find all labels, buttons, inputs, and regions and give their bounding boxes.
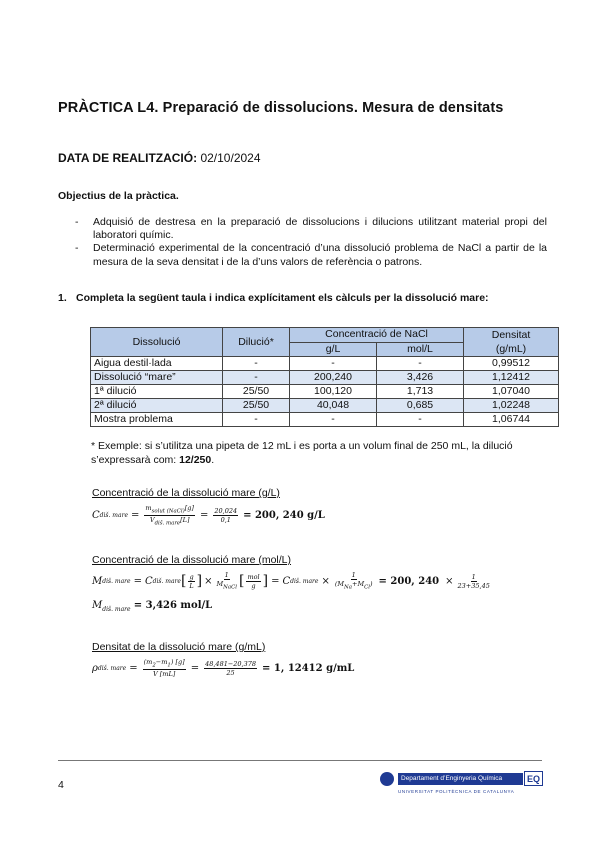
mol-f2-mid: +M	[352, 580, 365, 588]
list-item	[75, 242, 547, 268]
header-densitat-label: Densitat	[491, 329, 531, 341]
header-gl: g/L	[290, 342, 377, 357]
mol-f2-sub1: Na	[344, 584, 353, 591]
cell-gl: 100,120	[290, 385, 377, 399]
gl-num-unit: [g]	[184, 504, 194, 512]
cell-dilucio: -	[223, 371, 290, 385]
calc-mol-formula: M diš. mare = C diš. mare [ $\frac{g}{L}$ ] × $\frac{1}{M_{NaCl}}$ [ $\frac{\text{mol}}{g}$ ] = C diš. mare × $\frac{1}{(M_{Na}+M_{Cl})}$ = 200, 240 × $\frac{1}{23+35,45}$	[92, 571, 490, 591]
university-name: UNIVERSITAT POLITÈCNICA DE CATALUNYA	[398, 789, 515, 794]
mol-f2-end: )	[370, 580, 373, 588]
table-row	[91, 413, 559, 427]
calc-mol-result	[92, 600, 212, 613]
calc-dens-formula: ρ diš. mare = $\frac{(m_2-m_1) [g]}{V [mL]}$ = $\frac{48,481-20,378}{25}$ = 1, 12412 g/mL	[92, 658, 355, 679]
mol-c: C	[144, 575, 153, 587]
calc-dens-heading: Densitat de la dissolució mare (g/mL)	[92, 641, 266, 653]
mol-value: = 200, 240	[378, 575, 440, 587]
header-dilucio: Dilució*	[223, 328, 290, 357]
cell-dilucio: -	[223, 413, 290, 427]
cell-moll: -	[377, 413, 464, 427]
cell-densitat: 1,02248	[464, 399, 559, 413]
results-table	[90, 327, 559, 427]
mol-f-den-sub: NaCl	[223, 584, 237, 591]
objective-text: Adquisió de destresa en la preparació de dissolucions i dilucions utilitzant material propi del laboratori químic.	[93, 216, 547, 242]
mol-f2-sub2: Cl	[364, 584, 370, 591]
page-number: 4	[58, 779, 64, 791]
mol-u2-num: mol	[247, 572, 260, 581]
university-logo-icon	[380, 772, 394, 786]
table-row	[91, 357, 559, 371]
dens-fraction-values	[204, 660, 257, 677]
date-line	[58, 151, 261, 165]
cell-gl: -	[290, 357, 377, 371]
calc-gl-heading: Concentració de la dissolució mare (g/L)	[92, 487, 280, 499]
header-dissolucio: Dissolució	[91, 328, 223, 357]
list-item	[75, 216, 547, 242]
gl-num: m	[145, 504, 152, 512]
cell-dissolucio: 1ª dilució	[91, 385, 223, 399]
cell-dissolucio: Mostra problema	[91, 413, 223, 427]
objectives-heading: Objectius de la pràctica.	[58, 190, 179, 202]
mol-line2-lhs: M	[92, 600, 103, 611]
gl-den2: 0,1	[220, 516, 231, 525]
table-footnote	[91, 440, 551, 467]
cell-densitat: 1,12412	[464, 371, 559, 385]
cell-moll: 3,426	[377, 371, 464, 385]
dens-lhs-sub: diš. mare	[97, 664, 127, 672]
bullet-dash: -	[75, 242, 79, 255]
objectives-list	[75, 216, 547, 269]
dens-result: = 1, 12412 g/mL	[262, 662, 355, 674]
cell-dissolucio: Aigua destil·lada	[91, 357, 223, 371]
header-concentracio: Concentració de NaCl	[290, 328, 464, 343]
gl-num2: 20,024	[214, 507, 238, 516]
page-title: PRÀCTICA L4. Preparació de dissolucions. Mesura de densitats	[58, 100, 504, 116]
dens-num2: 48,481−20,378	[205, 659, 257, 668]
mol-line2-result: = 3,426 mol/L	[133, 600, 213, 611]
dens-den2: 25	[226, 668, 235, 677]
mol-lhs: M	[92, 575, 103, 587]
mol-u1-num: g	[189, 572, 194, 581]
cell-moll: 1,713	[377, 385, 464, 399]
dens-den: V [mL]	[153, 670, 176, 679]
cell-densitat: 1,07040	[464, 385, 559, 399]
mol-f2-den: (M	[334, 580, 345, 588]
header-moll: mol/L	[377, 342, 464, 357]
question-1	[58, 292, 489, 304]
footnote-bold: 12/250	[179, 453, 212, 466]
cell-gl: 40,048	[290, 399, 377, 413]
cell-gl: -	[290, 413, 377, 427]
bullet-dash: -	[75, 216, 79, 228]
gl-lhs-sub: diš. mare	[99, 512, 128, 520]
dens-fraction	[143, 658, 186, 678]
question-number: 1.	[58, 292, 67, 304]
footer-divider	[58, 760, 542, 761]
cell-dilucio: 25/50	[223, 385, 290, 399]
gl-fraction-values	[213, 507, 238, 524]
table-row	[91, 385, 559, 399]
mol-lhs-sub: diš. mare	[102, 577, 131, 585]
footnote-text: * Exemple: si s’utilitza una pipeta de 12 mL i es porta a un volum final de 250 mL, la dilució s’expressarà com:	[91, 440, 513, 466]
gl-fraction	[144, 504, 195, 528]
question-text: Completa la següent taula i indica explícitament els càlculs per la dissolució mare:	[76, 292, 489, 304]
mol-u1-den: L	[189, 581, 194, 590]
dens-num-end: ) [g]	[170, 658, 185, 666]
table-row	[91, 371, 559, 385]
header-densitat-unit: (g/mL)	[495, 343, 527, 355]
mol-c2-sub: diš. mare	[290, 577, 319, 585]
table-row	[91, 399, 559, 413]
dens-lhs: ρ	[92, 662, 98, 674]
gl-den-sub: diš. mare	[154, 520, 181, 527]
dens-num: (m	[143, 658, 153, 666]
eq-logo: EQ	[524, 771, 543, 786]
department-name: Departament d’Enginyeria Química	[398, 773, 523, 785]
gl-den-unit: [L]	[180, 516, 190, 525]
gl-lhs: C	[92, 510, 100, 522]
mol-line2-sub: diš. mare	[102, 606, 131, 613]
dens-num-mid: −m	[155, 658, 168, 666]
calc-mol-heading: Concentració de la dissolució mare (mol/L)	[92, 554, 292, 566]
cell-gl: 200,240	[290, 371, 377, 385]
gl-result: = 200, 240 g/L	[243, 510, 325, 522]
header-densitat	[464, 328, 559, 357]
mol-c-sub: diš. mare	[152, 577, 181, 585]
dens-num-sub1: 2	[152, 662, 156, 669]
dens-num-sub2: 1	[167, 662, 171, 669]
cell-dilucio: -	[223, 357, 290, 371]
mol-c2: C	[282, 575, 291, 587]
cell-densitat: 1,06744	[464, 413, 559, 427]
gl-num-sub: solut (NaCl)	[151, 508, 185, 515]
mol-f3-den: 23+35,45	[457, 581, 490, 590]
objective-text: Determinació experimental de la concentració d’una dissolució problema de NaCl a partir de la mesura de la seva densitat i de la d’uns valors de referència o patrons.	[93, 242, 547, 268]
cell-moll: -	[377, 357, 464, 371]
calc-gl-formula: C diš. mare = $\frac{m_{solut (NaCl)}[g]}{V_{diš. mare}[L]}$ = $\frac{20,024}{0,1}$ = 200, 240 g/L	[92, 504, 325, 527]
date-value: 02/10/2024	[200, 151, 261, 165]
cell-dilucio: 25/50	[223, 399, 290, 413]
cell-moll: 0,685	[377, 399, 464, 413]
mol-f2-num: 1	[351, 571, 356, 579]
cell-densitat: 0,99512	[464, 357, 559, 371]
mol-u2-den: g	[251, 581, 256, 590]
gl-den: V	[149, 516, 155, 525]
cell-dissolucio: 2ª dilució	[91, 399, 223, 413]
cell-dissolucio: Dissolució “mare”	[91, 371, 223, 385]
mol-f-num: 1	[224, 571, 229, 579]
mol-f3-num: 1	[471, 572, 476, 581]
footnote-end: .	[211, 453, 215, 466]
date-label: DATA DE REALITZACIÓ:	[58, 151, 198, 165]
mol-f-den: M	[216, 580, 224, 588]
